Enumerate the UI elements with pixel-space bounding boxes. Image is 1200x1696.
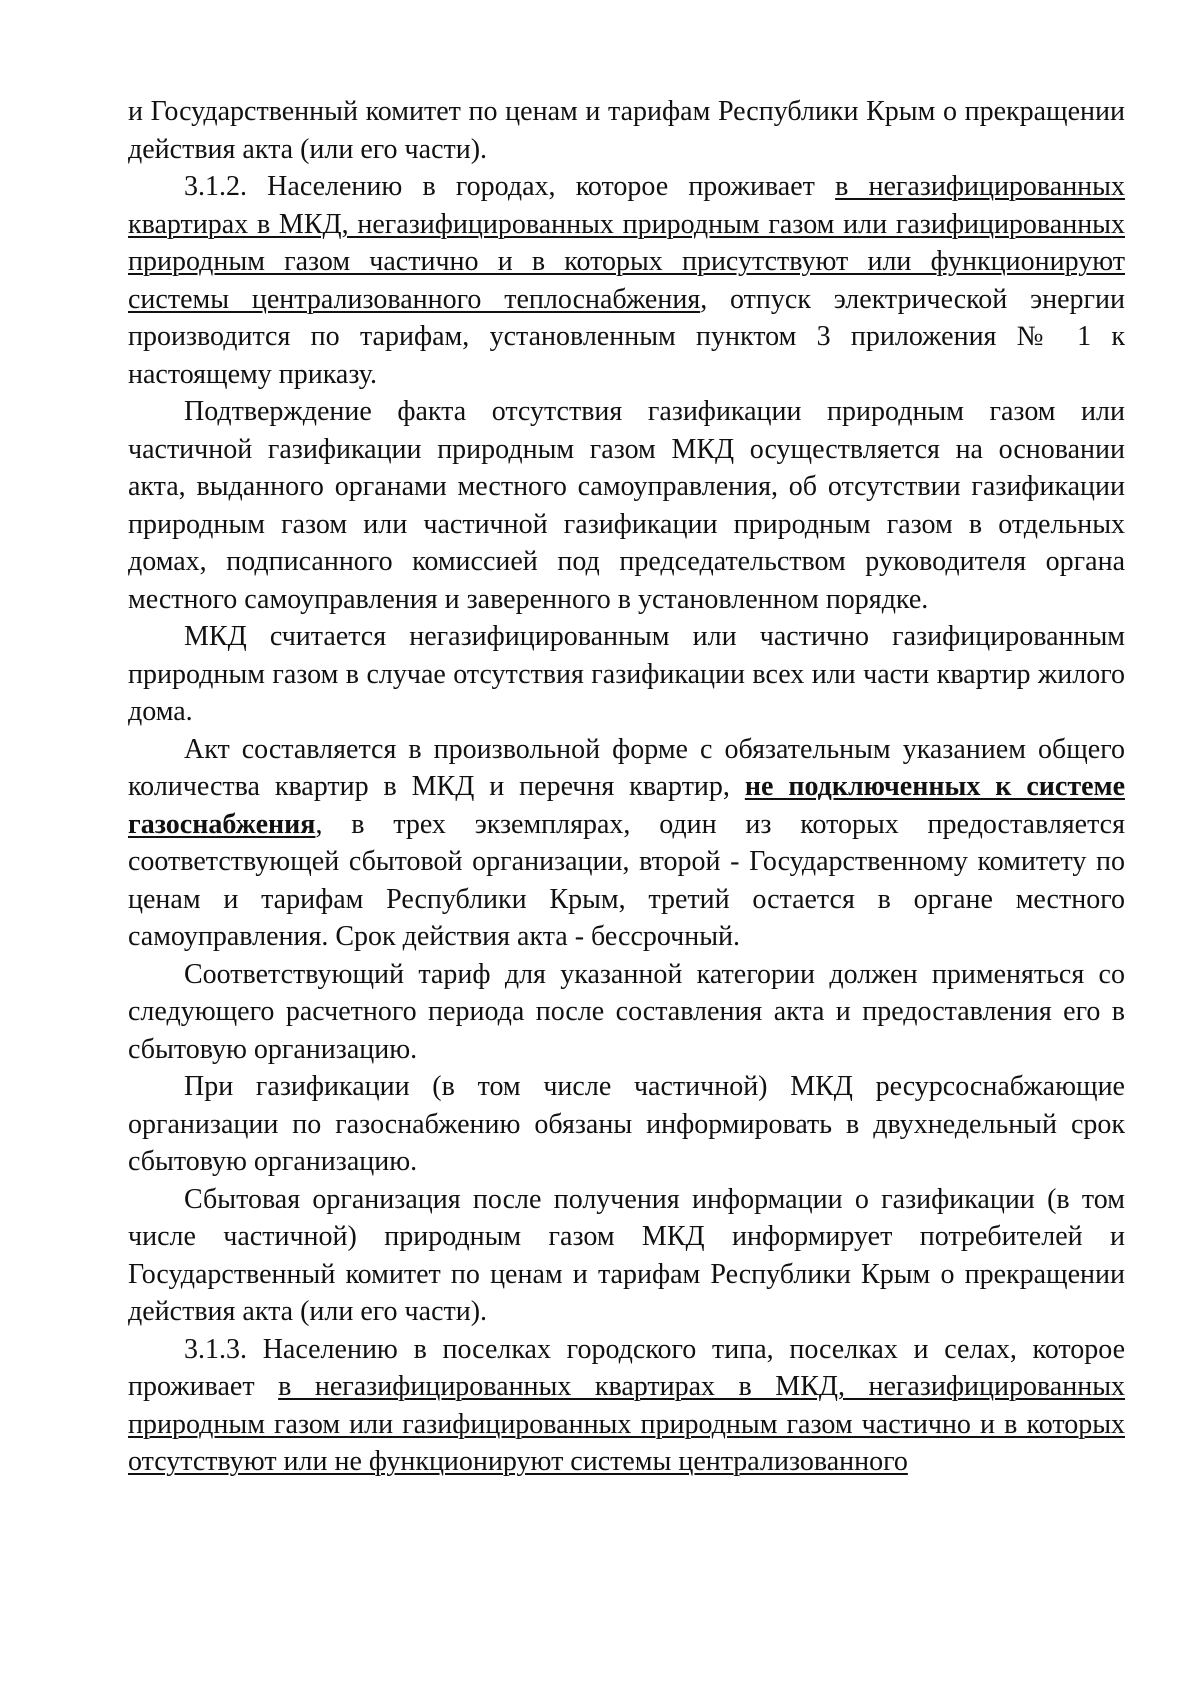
clause-suffix: , отпуск электрической энергии производится по тарифам, установленным пунктом 3 приложения № 1 к настоящему приказу. xyxy=(128,283,1126,390)
bold-underlined-phrase: не подключенных к системе газоснабжения xyxy=(128,771,1125,840)
underlined-condition: в негазифицированных квартирах в МКД, негазифицированных природным газом или газифицированных природным газом частично и в которых отсутствуют или не функционируют системы централизованного xyxy=(128,1371,1126,1477)
underlined-condition: в негазифицированных квартирах в МКД, негазифицированных природным газом или газифицированных природным газом частично и в которых присутствуют или функционируют системы централизованного теплоснабжения xyxy=(128,171,1125,315)
clause-suffix: , в трех экземплярах, один из которых предоставляется соответствующей сбытовой организации, второй - Государственному комитету по ценам и тарифам Республики Крым, третий остается в органе местного самоуправления. Срок действия акта - бессрочный. xyxy=(128,808,1125,952)
paragraph-text: Сбытовая организация после получения информации о газификации (в том числе частичной) природным газом МКД информирует потребителей и Государственный комитет по ценам и тарифам Республики Крым о прекращении действия акта (или его части). xyxy=(128,1183,1125,1327)
paragraph-text: Соответствующий тариф для указанной категории должен применяться со следующего расчетного периода после составления акта и предоставления его в сбытовую организацию. xyxy=(128,958,1125,1065)
clause-prefix: 3.1.3. Населению в поселках городского типа, поселках и селах, которое проживает xyxy=(128,1333,1125,1402)
paragraph-gasification-notice xyxy=(128,1068,1125,1181)
document-page xyxy=(128,93,1125,1481)
paragraph-confirmation xyxy=(128,393,1125,618)
paragraph-text: Подтверждение факта отсутствия газификации природным газом или частичной газификации природным газом МКД осуществляется на основании акта, выданного органами местного самоуправления, об отсутствии газификации природным газом или частичной газификации природным газом в отдельных домах, подписанного комиссией под председательством руководителя органа местного самоуправления и заверенного в установленном порядке. xyxy=(128,396,1125,615)
paragraph-text: При газификации (в том числе частичной) МКД ресурсоснабжающие организации по газоснабжению обязаны информировать в двухнедельный срок сбытовую организацию. xyxy=(128,1071,1125,1177)
paragraph-text: МКД считается негазифицированным или частично газифицированным природным газом в случае отсутствия газификации всех или части квартир жилого дома. xyxy=(128,621,1125,727)
paragraph-3-1-3 xyxy=(128,1331,1125,1481)
paragraph-sales-org-notice xyxy=(128,1181,1125,1331)
clause-prefix: 3.1.2. Населению в городах, которое проживает xyxy=(184,171,836,202)
paragraph-tariff-application xyxy=(128,956,1125,1069)
paragraph-act-form xyxy=(128,731,1125,956)
paragraph-text: и Государственный комитет по ценам и тарифам Республики Крым о прекращении действия акта (или его части). xyxy=(128,96,1125,165)
clause-prefix: Акт составляется в произвольной форме с обязательным указанием общего количества квартир в МКД и перечня квартир, xyxy=(128,733,1125,802)
paragraph-3-1-2 xyxy=(128,168,1125,393)
paragraph-continuation xyxy=(128,93,1125,168)
paragraph-mkd-definition xyxy=(128,618,1125,731)
